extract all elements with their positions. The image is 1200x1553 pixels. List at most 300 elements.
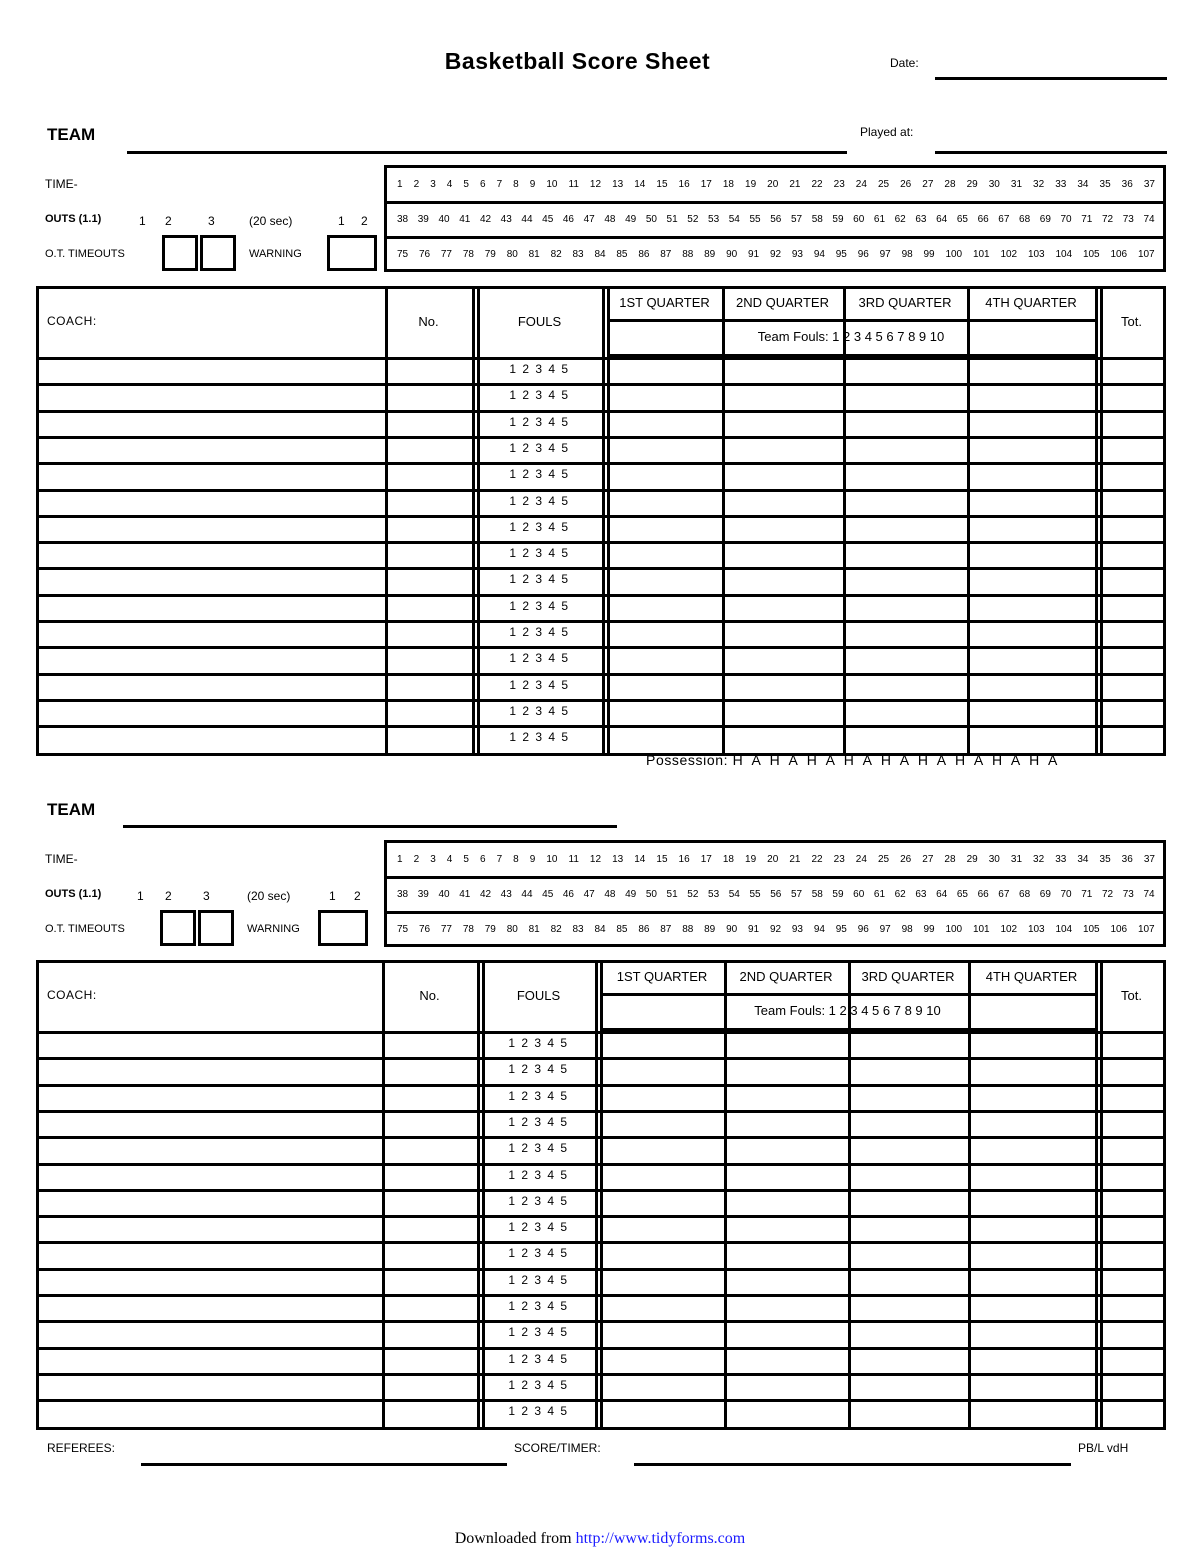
team2-time-cell[interactable]: 63 — [915, 889, 927, 900]
team1-time-cell[interactable]: 43 — [500, 214, 512, 225]
referees-field[interactable] — [141, 1463, 507, 1466]
team1-player-number-cell[interactable] — [388, 436, 472, 462]
team2-time-cell[interactable]: 32 — [1033, 854, 1045, 865]
team2-player-name-cell[interactable] — [39, 1347, 379, 1373]
team1-time-cell[interactable]: 9 — [529, 179, 536, 190]
team1-foul-tally[interactable]: 1 2 3 4 5 — [509, 388, 570, 403]
team1-time-cell[interactable]: 49 — [625, 214, 637, 225]
team2-time-cell[interactable]: 88 — [682, 924, 694, 935]
team2-time-cell[interactable]: 60 — [853, 889, 865, 900]
team1-time-cell[interactable]: 42 — [479, 214, 492, 225]
team1-time-cell[interactable]: 93 — [791, 249, 803, 260]
team2-time-cell[interactable]: 65 — [956, 889, 968, 900]
team2-time-cell[interactable]: 29 — [966, 854, 978, 865]
team2-player-name-cell[interactable] — [39, 1136, 379, 1162]
team1-time-cell[interactable]: 103 — [1027, 249, 1045, 260]
team1-time-cell[interactable]: 59 — [832, 214, 844, 225]
team1-time-cell[interactable]: 36 — [1121, 179, 1133, 190]
team1-time-cell[interactable]: 30 — [988, 179, 1000, 190]
team1-player-name-cell[interactable] — [39, 646, 382, 672]
team1-time-cell[interactable]: 107 — [1137, 249, 1155, 260]
team1-time-cell[interactable]: 41 — [459, 214, 471, 225]
team2-time-cell[interactable]: 66 — [977, 889, 989, 900]
team2-time-cell[interactable]: 69 — [1039, 889, 1051, 900]
team1-time-cell[interactable]: 81 — [528, 249, 540, 260]
team2-time-cell[interactable]: 100 — [945, 924, 963, 935]
team2-time-cell[interactable]: 26 — [900, 854, 912, 865]
team1-time-cell[interactable]: 21 — [789, 179, 801, 190]
team2-time-cell[interactable]: 12 — [589, 854, 602, 865]
team2-foul-tally[interactable]: 1 2 3 4 5 — [508, 1114, 569, 1129]
team2-time-cell[interactable]: 41 — [459, 889, 471, 900]
team2-foul-tally[interactable]: 1 2 3 4 5 — [508, 1167, 569, 1182]
team1-player-number-cell[interactable] — [388, 489, 472, 515]
team2-ot-timeout-box-1[interactable] — [160, 910, 196, 946]
team1-foul-tally[interactable]: 1 2 3 4 5 — [509, 414, 570, 429]
team2-time-cell[interactable]: 19 — [745, 854, 757, 865]
team1-time-cell[interactable]: 44 — [521, 214, 533, 225]
team1-time-cell[interactable]: 62 — [894, 214, 906, 225]
team2-time-cell[interactable]: 105 — [1082, 924, 1100, 935]
team2-time-cell[interactable]: 70 — [1060, 889, 1072, 900]
team2-foul-tally[interactable]: 1 2 3 4 5 — [508, 1088, 569, 1103]
team2-player-name-cell[interactable] — [39, 1215, 379, 1241]
team2-time-cell[interactable]: 14 — [634, 854, 646, 865]
team1-player-name-cell[interactable] — [39, 383, 382, 409]
team2-player-number-cell[interactable] — [385, 1110, 477, 1136]
team2-time-cell[interactable]: 87 — [660, 924, 672, 935]
team2-time-cell[interactable]: 101 — [972, 924, 990, 935]
team2-time-cell[interactable]: 76 — [418, 924, 431, 935]
team1-player-number-cell[interactable] — [388, 541, 472, 567]
team2-name-field[interactable] — [123, 825, 617, 828]
team1-time-cell[interactable]: 16 — [678, 179, 690, 190]
team2-time-cell[interactable]: 16 — [678, 854, 690, 865]
team1-time-cell[interactable]: 71 — [1081, 214, 1093, 225]
team2-player-number-cell[interactable] — [385, 1347, 477, 1373]
team1-time-cell[interactable]: 78 — [462, 249, 474, 260]
team2-time-cell[interactable]: 34 — [1077, 854, 1089, 865]
team1-time-cell[interactable]: 52 — [687, 214, 699, 225]
team1-time-cell[interactable]: 75 — [397, 249, 409, 260]
team1-time-cell[interactable]: 67 — [998, 214, 1010, 225]
team2-time-cell[interactable]: 67 — [998, 889, 1010, 900]
team2-time-cell[interactable]: 36 — [1121, 854, 1133, 865]
team2-time-cell[interactable]: 99 — [923, 924, 935, 935]
team1-ot-timeout-box-1[interactable] — [162, 235, 198, 271]
team1-time-cell[interactable]: 102 — [1000, 249, 1018, 260]
team1-player-name-cell[interactable] — [39, 357, 382, 383]
team1-time-cell[interactable]: 46 — [562, 214, 574, 225]
team1-time-cell[interactable]: 58 — [811, 214, 823, 225]
team2-time-cell[interactable]: 56 — [770, 889, 782, 900]
team2-time-cell[interactable]: 107 — [1137, 924, 1155, 935]
team2-player-name-cell[interactable] — [39, 1268, 379, 1294]
team1-time-cell[interactable]: 4 — [446, 179, 453, 190]
team2-player-number-cell[interactable] — [385, 1268, 477, 1294]
team1-time-cell[interactable]: 10 — [546, 179, 558, 190]
team2-time-cell[interactable]: 31 — [1010, 854, 1023, 865]
team1-time-cell[interactable]: 72 — [1101, 214, 1114, 225]
team1-foul-tally[interactable]: 1 2 3 4 5 — [509, 546, 570, 561]
team1-time-cell[interactable]: 47 — [583, 214, 595, 225]
team1-time-cell[interactable]: 33 — [1055, 179, 1067, 190]
team1-time-cell[interactable]: 53 — [708, 214, 720, 225]
team2-time-cell[interactable]: 95 — [835, 924, 847, 935]
team1-player-number-cell[interactable] — [388, 594, 472, 620]
team2-foul-tally[interactable]: 1 2 3 4 5 — [508, 1272, 569, 1287]
team2-time-cell[interactable]: 90 — [726, 924, 738, 935]
team1-time-cell[interactable]: 86 — [638, 249, 650, 260]
team2-time-cell[interactable]: 86 — [638, 924, 650, 935]
team2-ot-timeout-box-2[interactable] — [198, 910, 234, 946]
team1-foul-tally[interactable]: 1 2 3 4 5 — [509, 362, 570, 376]
team1-player-name-cell[interactable] — [39, 541, 382, 567]
team1-time-cell[interactable]: 104 — [1055, 249, 1073, 260]
team2-time-cell[interactable]: 82 — [550, 924, 562, 935]
team2-time-cell[interactable]: 28 — [944, 854, 956, 865]
team2-warning-box[interactable] — [318, 910, 368, 946]
team1-time-cell[interactable]: 29 — [966, 179, 978, 190]
team1-time-cell[interactable]: 22 — [811, 179, 823, 190]
team2-time-cell[interactable]: 91 — [748, 924, 760, 935]
team1-time-cell[interactable]: 5 — [463, 179, 469, 190]
source-link[interactable]: http://www.tidyforms.com — [575, 1530, 746, 1547]
team1-time-cell[interactable]: 54 — [728, 214, 740, 225]
team2-foul-tally[interactable]: 1 2 3 4 5 — [508, 1377, 569, 1392]
team2-time-cell[interactable]: 79 — [484, 924, 496, 935]
team2-time-cell[interactable]: 53 — [708, 889, 720, 900]
team1-time-cell[interactable]: 23 — [833, 179, 845, 190]
team1-time-cell[interactable]: 27 — [922, 179, 934, 190]
team1-name-field[interactable] — [127, 151, 847, 154]
team1-foul-tally[interactable]: 1 2 3 4 5 — [509, 625, 570, 639]
team1-time-cell[interactable]: 56 — [770, 214, 782, 225]
team1-player-name-cell[interactable] — [39, 594, 382, 620]
team2-time-cell[interactable]: 50 — [645, 889, 657, 900]
team2-player-name-cell[interactable] — [39, 1373, 379, 1399]
team2-time-cell[interactable]: 103 — [1027, 924, 1045, 935]
team1-time-cell[interactable]: 60 — [853, 214, 865, 225]
team1-player-number-cell[interactable] — [388, 699, 472, 725]
team2-time-cell[interactable]: 77 — [440, 924, 452, 935]
date-field[interactable] — [935, 77, 1167, 80]
team1-foul-tally[interactable]: 1 2 3 4 5 — [509, 703, 570, 718]
team2-time-cell[interactable]: 10 — [546, 854, 558, 865]
team2-time-cell[interactable]: 62 — [894, 889, 906, 900]
team2-time-cell[interactable]: 9 — [529, 854, 536, 865]
team2-time-cell[interactable]: 37 — [1143, 854, 1155, 865]
team2-time-cell[interactable]: 51 — [666, 889, 678, 900]
team1-time-cell[interactable]: 8 — [513, 179, 519, 190]
team1-time-cell[interactable]: 97 — [879, 249, 891, 260]
team1-player-name-cell[interactable] — [39, 567, 382, 593]
team2-foul-tally[interactable]: 1 2 3 4 5 — [508, 1220, 569, 1235]
team2-time-cell[interactable]: 47 — [583, 889, 595, 900]
team2-player-number-cell[interactable] — [385, 1399, 477, 1425]
team2-time-cell[interactable]: 7 — [496, 854, 503, 865]
team1-time-cell[interactable]: 73 — [1122, 214, 1134, 225]
team2-time-cell[interactable]: 39 — [417, 889, 429, 900]
team2-time-cell[interactable]: 98 — [901, 924, 913, 935]
team2-time-cell[interactable]: 17 — [700, 854, 712, 865]
team2-time-cell[interactable]: 45 — [542, 889, 554, 900]
team2-player-name-cell[interactable] — [39, 1399, 379, 1425]
team1-time-cell[interactable]: 85 — [616, 249, 628, 260]
team1-player-name-cell[interactable] — [39, 725, 382, 751]
team1-time-cell[interactable]: 34 — [1077, 179, 1089, 190]
team1-time-cell[interactable]: 66 — [977, 214, 989, 225]
team1-time-cell[interactable]: 68 — [1019, 214, 1031, 225]
team2-time-cell[interactable]: 3 — [430, 854, 436, 865]
team1-time-cell[interactable]: 20 — [767, 179, 779, 190]
played-at-field[interactable] — [935, 151, 1167, 154]
team1-time-cell[interactable]: 12 — [589, 179, 602, 190]
team2-player-number-cell[interactable] — [385, 1057, 477, 1083]
team1-player-number-cell[interactable] — [388, 620, 472, 646]
team2-time-cell[interactable]: 89 — [704, 924, 716, 935]
team2-time-cell[interactable]: 73 — [1122, 889, 1134, 900]
team1-time-cell[interactable]: 32 — [1033, 179, 1045, 190]
team1-ot-timeout-box-2[interactable] — [200, 235, 236, 271]
team2-foul-tally[interactable]: 1 2 3 4 5 — [508, 1351, 569, 1366]
team2-time-cell[interactable]: 40 — [438, 889, 450, 900]
team2-time-cell[interactable]: 30 — [988, 854, 1000, 865]
team1-time-cell[interactable]: 63 — [915, 214, 927, 225]
team2-foul-tally[interactable]: 1 2 3 4 5 — [508, 1193, 569, 1208]
team2-foul-tally[interactable]: 1 2 3 4 5 — [508, 1325, 569, 1340]
team1-time-cell[interactable]: 28 — [944, 179, 956, 190]
team2-time-cell[interactable]: 1 — [397, 854, 403, 865]
team1-time-cell[interactable]: 96 — [857, 249, 869, 260]
team1-time-cell[interactable]: 76 — [418, 249, 431, 260]
team1-time-cell[interactable]: 87 — [660, 249, 672, 260]
team2-time-cell[interactable]: 72 — [1101, 889, 1114, 900]
team2-time-cell[interactable]: 94 — [813, 924, 825, 935]
team2-time-cell[interactable]: 104 — [1055, 924, 1073, 935]
team1-time-cell[interactable]: 15 — [656, 179, 668, 190]
team1-time-cell[interactable]: 50 — [645, 214, 657, 225]
team2-player-name-cell[interactable] — [39, 1084, 379, 1110]
team1-player-number-cell[interactable] — [388, 725, 472, 751]
team2-player-name-cell[interactable] — [39, 1320, 379, 1346]
team1-player-number-cell[interactable] — [388, 410, 472, 436]
team2-player-name-cell[interactable] — [39, 1057, 379, 1083]
team1-time-cell[interactable]: 45 — [542, 214, 554, 225]
team1-time-cell[interactable]: 100 — [945, 249, 963, 260]
team2-player-name-cell[interactable] — [39, 1189, 379, 1215]
team1-time-cell[interactable]: 98 — [901, 249, 913, 260]
team1-time-cell[interactable]: 39 — [417, 214, 429, 225]
team2-time-cell[interactable]: 64 — [936, 889, 948, 900]
team1-player-name-cell[interactable] — [39, 620, 382, 646]
team1-time-cell[interactable]: 31 — [1010, 179, 1023, 190]
team1-warning-box[interactable] — [327, 235, 377, 271]
team1-player-name-cell[interactable] — [39, 489, 382, 515]
team1-player-number-cell[interactable] — [388, 515, 472, 541]
team2-player-number-cell[interactable] — [385, 1373, 477, 1399]
score-timer-field[interactable] — [634, 1463, 1071, 1466]
team1-time-cell[interactable]: 26 — [900, 179, 912, 190]
team1-time-cell[interactable]: 70 — [1060, 214, 1072, 225]
team1-time-cell[interactable]: 79 — [484, 249, 496, 260]
team1-player-name-cell[interactable] — [39, 462, 382, 488]
team2-player-number-cell[interactable] — [385, 1189, 477, 1215]
team1-player-number-cell[interactable] — [388, 383, 472, 409]
team2-time-cell[interactable]: 93 — [791, 924, 803, 935]
team2-time-cell[interactable]: 78 — [462, 924, 474, 935]
team2-time-cell[interactable]: 11 — [568, 854, 579, 865]
team1-time-cell[interactable]: 7 — [496, 179, 503, 190]
team1-player-name-cell[interactable] — [39, 410, 382, 436]
team1-foul-tally[interactable]: 1 2 3 4 5 — [509, 651, 570, 666]
team1-time-cell[interactable]: 48 — [604, 214, 616, 225]
team1-time-cell[interactable]: 80 — [506, 249, 518, 260]
team1-foul-tally[interactable]: 1 2 3 4 5 — [509, 493, 570, 508]
team2-time-cell[interactable]: 15 — [656, 854, 668, 865]
team2-time-cell[interactable]: 58 — [811, 889, 823, 900]
team1-time-cell[interactable]: 65 — [956, 214, 968, 225]
team1-time-cell[interactable]: 19 — [745, 179, 757, 190]
team1-time-cell[interactable]: 57 — [790, 214, 803, 225]
team2-time-cell[interactable]: 5 — [463, 854, 469, 865]
team2-foul-tally[interactable]: 1 2 3 4 5 — [508, 1062, 569, 1077]
team2-time-cell[interactable]: 38 — [397, 889, 409, 900]
team2-time-cell[interactable]: 97 — [879, 924, 891, 935]
team1-time-cell[interactable]: 95 — [835, 249, 847, 260]
team2-foul-tally[interactable]: 1 2 3 4 5 — [508, 1299, 569, 1313]
team2-time-cell[interactable]: 71 — [1081, 889, 1093, 900]
team2-time-cell[interactable]: 49 — [625, 889, 637, 900]
team2-time-cell[interactable]: 55 — [749, 889, 761, 900]
team1-foul-tally[interactable]: 1 2 3 4 5 — [509, 572, 570, 587]
team2-player-number-cell[interactable] — [385, 1294, 477, 1320]
team1-time-cell[interactable]: 40 — [438, 214, 450, 225]
team1-time-cell[interactable]: 83 — [572, 249, 584, 260]
team2-time-cell[interactable]: 102 — [1000, 924, 1018, 935]
team1-time-cell[interactable]: 69 — [1039, 214, 1051, 225]
team1-time-cell[interactable]: 13 — [612, 179, 624, 190]
team1-time-cell[interactable]: 35 — [1099, 179, 1111, 190]
team1-time-cell[interactable]: 89 — [704, 249, 716, 260]
team2-player-number-cell[interactable] — [385, 1320, 477, 1346]
team2-time-cell[interactable]: 42 — [479, 889, 492, 900]
team2-player-name-cell[interactable] — [39, 1163, 379, 1189]
team1-time-cell[interactable]: 24 — [855, 179, 867, 190]
team1-time-cell[interactable]: 14 — [634, 179, 646, 190]
team1-foul-tally[interactable]: 1 2 3 4 5 — [509, 598, 570, 613]
team2-time-cell[interactable]: 68 — [1019, 889, 1031, 900]
team1-player-name-cell[interactable] — [39, 673, 382, 699]
team2-time-cell[interactable]: 83 — [572, 924, 584, 935]
team2-foul-tally[interactable]: 1 2 3 4 5 — [508, 1141, 569, 1156]
team1-time-cell[interactable]: 90 — [726, 249, 738, 260]
team2-player-name-cell[interactable] — [39, 1294, 379, 1320]
team2-player-name-cell[interactable] — [39, 1241, 379, 1267]
team2-player-number-cell[interactable] — [385, 1031, 477, 1057]
team1-player-number-cell[interactable] — [388, 567, 472, 593]
team1-player-number-cell[interactable] — [388, 646, 472, 672]
team2-time-cell[interactable]: 13 — [612, 854, 624, 865]
team2-time-cell[interactable]: 84 — [594, 924, 606, 935]
team2-time-cell[interactable]: 52 — [687, 889, 699, 900]
team1-time-cell[interactable]: 11 — [568, 179, 579, 190]
team1-time-cell[interactable]: 37 — [1143, 179, 1155, 190]
team2-time-cell[interactable]: 35 — [1099, 854, 1111, 865]
team2-time-cell[interactable]: 57 — [790, 889, 803, 900]
team2-foul-tally[interactable]: 1 2 3 4 5 — [508, 1246, 569, 1261]
team2-time-cell[interactable]: 8 — [513, 854, 519, 865]
team1-time-cell[interactable]: 6 — [479, 179, 486, 190]
team1-player-name-cell[interactable] — [39, 699, 382, 725]
team2-time-cell[interactable]: 33 — [1055, 854, 1067, 865]
team1-time-cell[interactable]: 1 — [397, 179, 403, 190]
team2-foul-tally[interactable]: 1 2 3 4 5 — [508, 1404, 569, 1419]
team2-time-cell[interactable]: 48 — [604, 889, 616, 900]
team2-player-number-cell[interactable] — [385, 1241, 477, 1267]
team1-time-cell[interactable]: 101 — [972, 249, 990, 260]
team1-time-cell[interactable]: 25 — [877, 179, 890, 190]
team1-time-cell[interactable]: 88 — [682, 249, 694, 260]
team2-time-cell[interactable]: 80 — [506, 924, 518, 935]
team1-player-number-cell[interactable] — [388, 357, 472, 383]
team1-foul-tally[interactable]: 1 2 3 4 5 — [509, 440, 570, 455]
team2-time-cell[interactable]: 4 — [446, 854, 453, 865]
team1-time-cell[interactable]: 92 — [769, 249, 782, 260]
team2-time-cell[interactable]: 27 — [922, 854, 934, 865]
team1-player-number-cell[interactable] — [388, 462, 472, 488]
team1-time-cell[interactable]: 74 — [1143, 214, 1155, 225]
team1-time-cell[interactable]: 3 — [430, 179, 436, 190]
team1-time-cell[interactable]: 18 — [722, 179, 734, 190]
team1-time-cell[interactable]: 105 — [1082, 249, 1100, 260]
team1-time-cell[interactable]: 55 — [749, 214, 761, 225]
team2-time-cell[interactable]: 24 — [855, 854, 867, 865]
team1-time-cell[interactable]: 17 — [700, 179, 712, 190]
team1-foul-tally[interactable]: 1 2 3 4 5 — [509, 467, 570, 482]
team2-time-cell[interactable]: 23 — [833, 854, 845, 865]
team2-time-cell[interactable]: 61 — [873, 889, 886, 900]
team1-foul-tally[interactable]: 1 2 3 4 5 — [509, 730, 570, 745]
team1-time-cell[interactable]: 2 — [413, 179, 420, 190]
team1-time-cell[interactable]: 106 — [1110, 249, 1128, 260]
team2-time-cell[interactable]: 96 — [857, 924, 869, 935]
team2-time-cell[interactable]: 59 — [832, 889, 844, 900]
team1-foul-tally[interactable]: 1 2 3 4 5 — [509, 519, 570, 534]
team2-time-cell[interactable]: 18 — [722, 854, 734, 865]
team2-time-cell[interactable]: 81 — [528, 924, 540, 935]
team2-time-cell[interactable]: 25 — [877, 854, 890, 865]
team2-player-name-cell[interactable] — [39, 1031, 379, 1057]
team1-player-name-cell[interactable] — [39, 436, 382, 462]
team2-player-number-cell[interactable] — [385, 1136, 477, 1162]
team2-time-cell[interactable]: 6 — [479, 854, 486, 865]
team2-time-cell[interactable]: 75 — [397, 924, 409, 935]
team1-time-cell[interactable]: 51 — [666, 214, 678, 225]
team1-time-cell[interactable]: 77 — [440, 249, 452, 260]
team2-player-number-cell[interactable] — [385, 1215, 477, 1241]
team1-player-number-cell[interactable] — [388, 673, 472, 699]
team2-time-cell[interactable]: 46 — [562, 889, 574, 900]
team2-player-name-cell[interactable] — [39, 1110, 379, 1136]
team2-time-cell[interactable]: 21 — [789, 854, 801, 865]
team1-time-cell[interactable]: 38 — [397, 214, 409, 225]
team2-player-number-cell[interactable] — [385, 1084, 477, 1110]
team2-time-cell[interactable]: 44 — [521, 889, 533, 900]
team2-time-cell[interactable]: 85 — [616, 924, 628, 935]
team1-player-name-cell[interactable] — [39, 515, 382, 541]
team2-time-cell[interactable]: 22 — [811, 854, 823, 865]
